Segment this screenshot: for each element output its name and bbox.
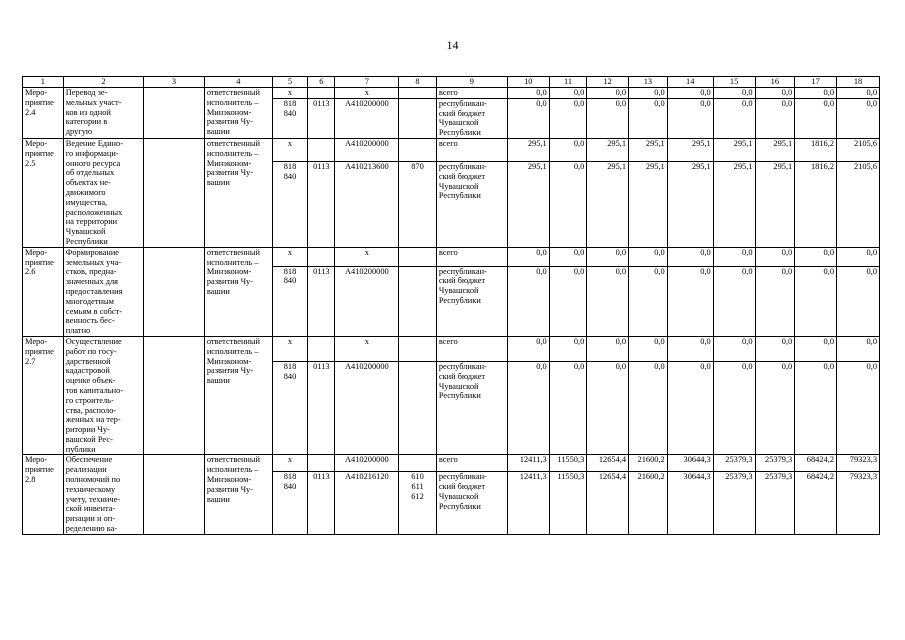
target-item-code: А410216120 (335, 472, 399, 535)
header-cell: 1 (23, 77, 64, 88)
target-item-code: x (335, 247, 399, 266)
year-value-cell: 295,1 (587, 138, 629, 161)
year-value-cell: 0,0 (629, 362, 668, 455)
table-row (23, 247, 880, 266)
program-activities-table (22, 76, 880, 535)
funding-source: всего (436, 88, 507, 99)
year-value-cell: 0,0 (629, 88, 668, 99)
year-value-cell: 0,0 (713, 266, 755, 336)
year-value-cell: 0,0 (795, 336, 837, 361)
section-code: 0113 (308, 98, 335, 138)
funding-source: республикан- ский бюджет Чувашской Республики (436, 98, 507, 138)
year-value-cell: 0,0 (713, 362, 755, 455)
expense-type-code (399, 266, 437, 336)
funding-source: всего (436, 455, 507, 472)
column-3-cell (144, 455, 205, 534)
year-value-cell: 295,1 (629, 138, 668, 161)
grbs-code: 818 840 (272, 362, 308, 455)
expense-type-code (399, 88, 437, 99)
year-value-cell: 0,0 (667, 88, 713, 99)
year-value-cell: 0,0 (795, 247, 837, 266)
year-value-cell: 0,0 (837, 88, 880, 99)
year-value-cell: 0,0 (587, 266, 629, 336)
header-cell: 13 (629, 77, 668, 88)
year-value-cell: 12411,3 (507, 472, 549, 535)
year-value-cell: 0,0 (507, 362, 549, 455)
header-cell: 4 (204, 77, 272, 88)
year-value-cell: 295,1 (587, 162, 629, 248)
year-value-cell: 0,0 (837, 247, 880, 266)
header-cell: 7 (335, 77, 399, 88)
target-item-code: А410200000 (335, 266, 399, 336)
column-3-cell (144, 247, 205, 336)
funding-source: всего (436, 336, 507, 361)
year-value-cell: 0,0 (755, 88, 795, 99)
year-value-cell: 30644,3 (667, 472, 713, 535)
section-code (308, 455, 335, 472)
year-value-cell: 79323,3 (837, 455, 880, 472)
year-value-cell: 0,0 (629, 247, 668, 266)
year-value-cell: 0,0 (713, 88, 755, 99)
header-cell: 3 (144, 77, 205, 88)
section-code (308, 138, 335, 161)
expense-type-code: 610 611 612 (399, 472, 437, 535)
year-value-cell: 21600,2 (629, 472, 668, 535)
year-value-cell: 0,0 (507, 336, 549, 361)
year-value-cell: 295,1 (667, 162, 713, 248)
year-value-cell: 0,0 (549, 98, 587, 138)
header-cell: 16 (755, 77, 795, 88)
section-code (308, 247, 335, 266)
header-cell: 11 (549, 77, 587, 88)
year-value-cell: 11550,3 (549, 455, 587, 472)
grbs-code: 818 840 (272, 266, 308, 336)
year-value-cell: 25379,3 (713, 472, 755, 535)
table-row (23, 138, 880, 161)
year-value-cell: 0,0 (755, 362, 795, 455)
year-value-cell: 295,1 (629, 162, 668, 248)
header-cell: 17 (795, 77, 837, 88)
year-value-cell: 0,0 (795, 98, 837, 138)
year-value-cell: 0,0 (837, 336, 880, 361)
year-value-cell: 12654,4 (587, 472, 629, 535)
header-cell: 8 (399, 77, 437, 88)
year-value-cell: 25379,3 (755, 472, 795, 535)
header-cell: 2 (63, 77, 143, 88)
year-value-cell: 0,0 (507, 98, 549, 138)
event-number: Меро- приятие 2.8 (23, 455, 64, 534)
executor: ответственный исполнитель – Минэконом- развития Чу- вашии (204, 88, 272, 139)
header-cell: 9 (436, 77, 507, 88)
year-value-cell: 0,0 (587, 247, 629, 266)
grbs-code: x (272, 336, 308, 361)
year-value-cell: 1816,2 (795, 138, 837, 161)
year-value-cell: 295,1 (507, 162, 549, 248)
year-value-cell: 25379,3 (755, 455, 795, 472)
year-value-cell: 0,0 (549, 162, 587, 248)
grbs-code: x (272, 247, 308, 266)
executor: ответственный исполнитель – Минэконом- развития Чу- вашии (204, 247, 272, 336)
funding-source: республикан- ский бюджет Чувашской Республики (436, 266, 507, 336)
year-value-cell: 0,0 (667, 336, 713, 361)
executor: ответственный исполнитель – Минэконом- развития Чу- вашии (204, 336, 272, 455)
header-cell: 10 (507, 77, 549, 88)
grbs-code: 818 840 (272, 162, 308, 248)
year-value-cell: 295,1 (755, 138, 795, 161)
year-value-cell: 295,1 (667, 138, 713, 161)
event-name: Осуществление работ по госу- дарственной кадастровой оценке объек- тов капитально- го строитель- ства, располо- женных на тер- ритории Чу- вашской Рес- публики (63, 336, 143, 455)
year-value-cell: 0,0 (667, 266, 713, 336)
page-number: 14 (446, 38, 459, 52)
year-value-cell: 0,0 (795, 88, 837, 99)
funding-source: всего (436, 247, 507, 266)
year-value-cell: 0,0 (507, 88, 549, 99)
year-value-cell: 0,0 (549, 362, 587, 455)
year-value-cell: 0,0 (549, 138, 587, 161)
year-value-cell: 0,0 (755, 98, 795, 138)
year-value-cell: 0,0 (629, 266, 668, 336)
year-value-cell: 295,1 (755, 162, 795, 248)
event-number: Меро- приятие 2.7 (23, 336, 64, 455)
event-name: Перевод зе- мельных участ- ков из одной категории в другую (63, 88, 143, 139)
expense-type-code (399, 362, 437, 455)
year-value-cell: 0,0 (549, 266, 587, 336)
year-value-cell: 2105,6 (837, 162, 880, 248)
header-cell: 6 (308, 77, 335, 88)
event-number: Меро- приятие 2.6 (23, 247, 64, 336)
year-value-cell: 0,0 (837, 98, 880, 138)
year-value-cell: 0,0 (549, 247, 587, 266)
year-value-cell: 0,0 (629, 98, 668, 138)
year-value-cell: 0,0 (587, 362, 629, 455)
year-value-cell: 0,0 (507, 247, 549, 266)
year-value-cell: 0,0 (629, 336, 668, 361)
year-value-cell: 0,0 (755, 266, 795, 336)
year-value-cell: 295,1 (713, 138, 755, 161)
year-value-cell: 0,0 (755, 247, 795, 266)
header-cell: 15 (713, 77, 755, 88)
year-value-cell: 12411,3 (507, 455, 549, 472)
table-row (23, 88, 880, 99)
year-value-cell: 0,0 (667, 362, 713, 455)
expense-type-code (399, 455, 437, 472)
year-value-cell: 0,0 (667, 247, 713, 266)
year-value-cell: 0,0 (549, 336, 587, 361)
year-value-cell: 0,0 (837, 362, 880, 455)
grbs-code: x (272, 138, 308, 161)
grbs-code: 818 840 (272, 472, 308, 535)
year-value-cell: 0,0 (549, 88, 587, 99)
year-value-cell: 0,0 (713, 98, 755, 138)
year-value-cell: 0,0 (587, 88, 629, 99)
expense-type-code (399, 247, 437, 266)
funding-source: республикан- ский бюджет Чувашской Республики (436, 162, 507, 248)
year-value-cell: 21600,2 (629, 455, 668, 472)
executor: ответственный исполнитель – Минэконом- развития Чу- вашии (204, 138, 272, 247)
year-value-cell: 0,0 (755, 336, 795, 361)
year-value-cell: 12654,4 (587, 455, 629, 472)
target-item-code: А410213600 (335, 162, 399, 248)
year-value-cell: 0,0 (795, 362, 837, 455)
event-name: Ведение Едино- го информаци- онного ресурса об отдельных объектах не- движимого имущества, расположенных на территории Чувашской Республики (63, 138, 143, 247)
funding-source: республикан- ский бюджет Чувашской Республики (436, 362, 507, 455)
header-cell: 14 (667, 77, 713, 88)
expense-type-code: 870 (399, 162, 437, 248)
target-item-code: x (335, 88, 399, 99)
grbs-code: 818 840 (272, 98, 308, 138)
section-code: 0113 (308, 266, 335, 336)
year-value-cell: 25379,3 (713, 455, 755, 472)
column-3-cell (144, 138, 205, 247)
section-code: 0113 (308, 162, 335, 248)
year-value-cell: 0,0 (587, 98, 629, 138)
year-value-cell: 11550,3 (549, 472, 587, 535)
year-value-cell: 68424,2 (795, 455, 837, 472)
expense-type-code (399, 138, 437, 161)
event-name: Обеспечение реализации полномочий по техническому учету, техниче- ской инвента- ризации и оп- ределению ка- (63, 455, 143, 534)
year-value-cell: 30644,3 (667, 455, 713, 472)
funding-source: всего (436, 138, 507, 161)
funding-source: республикан- ский бюджет Чувашской Республики (436, 472, 507, 535)
header-row (23, 77, 880, 88)
expense-type-code (399, 336, 437, 361)
header-cell: 5 (272, 77, 308, 88)
section-code (308, 336, 335, 361)
target-item-code: А410200000 (335, 455, 399, 472)
event-number: Меро- приятие 2.5 (23, 138, 64, 247)
year-value-cell: 0,0 (795, 266, 837, 336)
year-value-cell: 0,0 (713, 336, 755, 361)
year-value-cell: 0,0 (587, 336, 629, 361)
expense-type-code (399, 98, 437, 138)
year-value-cell: 0,0 (667, 98, 713, 138)
year-value-cell: 2105,6 (837, 138, 880, 161)
year-value-cell: 1816,2 (795, 162, 837, 248)
target-item-code: А410200000 (335, 138, 399, 161)
header-cell: 18 (837, 77, 880, 88)
event-number: Меро- приятие 2.4 (23, 88, 64, 139)
target-item-code: x (335, 336, 399, 361)
year-value-cell: 0,0 (507, 266, 549, 336)
year-value-cell: 79323,3 (837, 472, 880, 535)
header-cell: 12 (587, 77, 629, 88)
event-name: Формирование земельных уча- стков, предна- значенных для предоставления многодетным семьям в собст- венность бес- платно (63, 247, 143, 336)
grbs-code: x (272, 88, 308, 99)
column-3-cell (144, 336, 205, 455)
year-value-cell: 68424,2 (795, 472, 837, 535)
year-value-cell: 0,0 (837, 266, 880, 336)
target-item-code: А410200000 (335, 98, 399, 138)
table-row (23, 455, 880, 472)
section-code: 0113 (308, 472, 335, 535)
column-3-cell (144, 88, 205, 139)
executor: ответственный исполнитель – Минэконом- развития Чу- вашии (204, 455, 272, 534)
section-code (308, 88, 335, 99)
grbs-code: x (272, 455, 308, 472)
target-item-code: А410200000 (335, 362, 399, 455)
table-row (23, 336, 880, 361)
year-value-cell: 295,1 (713, 162, 755, 248)
year-value-cell: 0,0 (713, 247, 755, 266)
section-code: 0113 (308, 362, 335, 455)
year-value-cell: 295,1 (507, 138, 549, 161)
